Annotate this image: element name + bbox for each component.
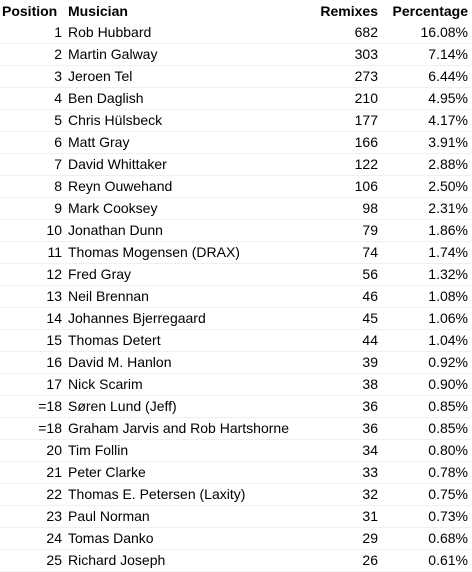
cell-percentage: 1.04% — [428, 332, 468, 348]
cell-musician: Jonathan Dunn — [68, 222, 163, 238]
cell-musician: Chris Hülsbeck — [68, 112, 163, 128]
table-row — [0, 550, 472, 572]
cell-percentage: 0.85% — [428, 398, 468, 414]
cell-percentage: 3.91% — [428, 134, 468, 150]
cell-remixes: 682 — [354, 24, 378, 40]
table-row — [0, 418, 472, 440]
column-header-position: Position — [2, 3, 58, 19]
cell-musician: Søren Lund (Jeff) — [68, 398, 177, 414]
table-row — [0, 220, 472, 242]
cell-percentage: 0.80% — [428, 442, 468, 458]
cell-remixes: 39 — [362, 354, 378, 370]
table-row — [0, 484, 472, 506]
column-header-remixes: Remixes — [320, 3, 378, 19]
cell-position: 10 — [46, 222, 62, 238]
cell-position: 1 — [54, 24, 62, 40]
table-row — [0, 462, 472, 484]
cell-remixes: 36 — [362, 420, 378, 436]
table-row — [0, 66, 472, 88]
table-row — [0, 506, 472, 528]
cell-position: 24 — [46, 530, 62, 546]
cell-position: 14 — [46, 310, 62, 326]
cell-musician: Thomas Detert — [68, 332, 161, 348]
cell-position: 13 — [46, 288, 62, 304]
cell-remixes: 210 — [354, 90, 378, 106]
cell-position: 6 — [54, 134, 62, 150]
cell-remixes: 106 — [354, 178, 378, 194]
cell-remixes: 46 — [362, 288, 378, 304]
cell-musician: Reyn Ouwehand — [68, 178, 173, 194]
cell-position: 21 — [46, 464, 62, 480]
cell-remixes: 166 — [354, 134, 378, 150]
cell-musician: Neil Brennan — [68, 288, 149, 304]
cell-position: 3 — [54, 68, 62, 84]
cell-position: 2 — [54, 46, 62, 62]
table-row — [0, 132, 472, 154]
cell-position: 8 — [54, 178, 62, 194]
cell-position: 23 — [46, 508, 62, 524]
cell-percentage: 1.32% — [428, 266, 468, 282]
cell-remixes: 44 — [362, 332, 378, 348]
cell-percentage: 1.74% — [428, 244, 468, 260]
cell-remixes: 34 — [362, 442, 378, 458]
cell-musician: Ben Daglish — [68, 90, 144, 106]
cell-percentage: 4.17% — [428, 112, 468, 128]
cell-remixes: 122 — [354, 156, 378, 172]
cell-remixes: 56 — [362, 266, 378, 282]
table-row — [0, 286, 472, 308]
cell-musician: David M. Hanlon — [68, 354, 172, 370]
header-row — [0, 0, 472, 22]
cell-position: =18 — [38, 398, 62, 414]
table-row — [0, 264, 472, 286]
cell-position: 12 — [46, 266, 62, 282]
cell-position: 7 — [54, 156, 62, 172]
cell-musician: Thomas E. Petersen (Laxity) — [68, 486, 246, 502]
cell-position: 16 — [46, 354, 62, 370]
cell-remixes: 79 — [362, 222, 378, 238]
cell-remixes: 74 — [362, 244, 378, 260]
cell-remixes: 26 — [362, 552, 378, 568]
cell-percentage: 0.68% — [428, 530, 468, 546]
cell-percentage: 0.90% — [428, 376, 468, 392]
cell-position: 17 — [46, 376, 62, 392]
cell-musician: Graham Jarvis and Rob Hartshorne — [68, 420, 289, 436]
cell-musician: Fred Gray — [68, 266, 132, 282]
cell-percentage: 4.95% — [428, 90, 468, 106]
table-row — [0, 242, 472, 264]
table-row — [0, 396, 472, 418]
table-row — [0, 154, 472, 176]
cell-position: 25 — [46, 552, 62, 568]
cell-percentage: 16.08% — [420, 24, 468, 40]
cell-percentage: 1.86% — [428, 222, 468, 238]
table-header — [0, 0, 472, 22]
cell-position: 9 — [54, 200, 62, 216]
table-body — [0, 22, 472, 572]
cell-musician: Tim Follin — [68, 442, 129, 458]
cell-percentage: 0.92% — [428, 354, 468, 370]
cell-musician: Tomas Danko — [68, 530, 154, 546]
cell-musician: Richard Joseph — [68, 552, 166, 568]
cell-remixes: 38 — [362, 376, 378, 392]
cell-percentage: 0.85% — [428, 420, 468, 436]
cell-musician: Johannes Bjerregaard — [68, 310, 206, 326]
cell-musician: Jeroen Tel — [68, 68, 133, 84]
table-row — [0, 352, 472, 374]
table-row — [0, 374, 472, 396]
cell-remixes: 45 — [362, 310, 378, 326]
cell-percentage: 0.73% — [428, 508, 468, 524]
cell-position: 11 — [47, 244, 62, 260]
cell-remixes: 303 — [354, 46, 378, 62]
cell-remixes: 98 — [362, 200, 378, 216]
cell-remixes: 177 — [354, 112, 378, 128]
cell-position: 22 — [46, 486, 62, 502]
cell-percentage: 1.08% — [428, 288, 468, 304]
cell-musician: Thomas Mogensen (DRAX) — [68, 244, 240, 260]
cell-musician: David Whittaker — [68, 156, 167, 172]
cell-percentage: 1.06% — [428, 310, 468, 326]
cell-remixes: 36 — [362, 398, 378, 414]
cell-remixes: 29 — [362, 530, 378, 546]
table-row — [0, 308, 472, 330]
cell-percentage: 0.78% — [428, 464, 468, 480]
cell-percentage: 7.14% — [428, 46, 468, 62]
table-row — [0, 22, 472, 44]
table-row — [0, 528, 472, 550]
table-row — [0, 88, 472, 110]
cell-position: 5 — [54, 112, 62, 128]
cell-percentage: 6.44% — [428, 68, 468, 84]
cell-remixes: 273 — [354, 68, 378, 84]
cell-position: =18 — [38, 420, 62, 436]
cell-percentage: 0.61% — [428, 552, 468, 568]
table-row — [0, 198, 472, 220]
cell-percentage: 2.31% — [428, 200, 468, 216]
cell-musician: Mark Cooksey — [68, 200, 158, 216]
table-row — [0, 440, 472, 462]
cell-musician: Peter Clarke — [68, 464, 146, 480]
cell-position: 4 — [54, 90, 62, 106]
column-header-percentage: Percentage — [392, 3, 468, 19]
cell-remixes: 31 — [362, 508, 378, 524]
cell-percentage: 2.50% — [428, 178, 468, 194]
cell-musician: Paul Norman — [68, 508, 150, 524]
table-row — [0, 176, 472, 198]
cell-musician: Rob Hubbard — [68, 24, 152, 40]
table-row — [0, 44, 472, 66]
column-header-musician: Musician — [68, 3, 128, 19]
cell-position: 20 — [46, 442, 62, 458]
cell-remixes: 33 — [362, 464, 378, 480]
cell-remixes: 32 — [362, 486, 378, 502]
table-row — [0, 330, 472, 352]
cell-percentage: 0.75% — [428, 486, 468, 502]
cell-musician: Matt Gray — [68, 134, 130, 150]
cell-position: 15 — [46, 332, 62, 348]
table-row — [0, 110, 472, 132]
cell-percentage: 2.88% — [428, 156, 468, 172]
cell-musician: Martin Galway — [68, 46, 158, 62]
cell-musician: Nick Scarim — [68, 376, 143, 392]
